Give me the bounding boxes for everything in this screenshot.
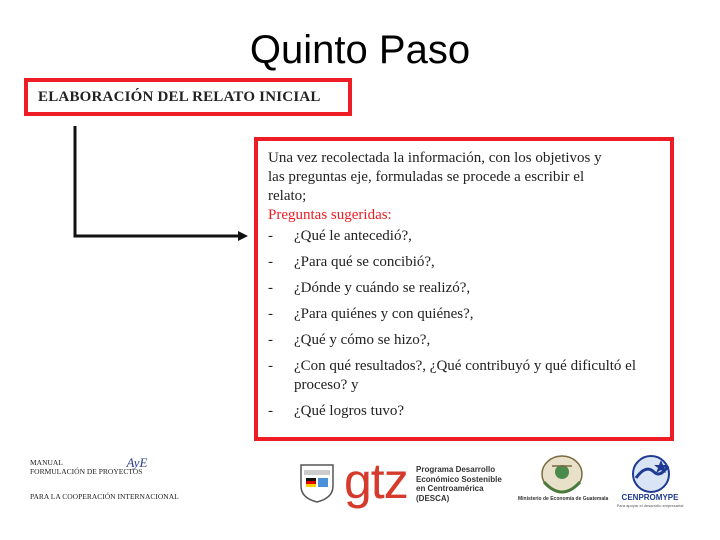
desca-line: en Centroamérica xyxy=(416,484,484,493)
desca-line: Económico Sostenible xyxy=(416,474,502,484)
question-text: ¿Para qué se concibió?, xyxy=(294,254,435,270)
shield-logo xyxy=(298,462,336,504)
manual-line: FORMULACIÓN DE PROYECTOS xyxy=(30,467,143,476)
suggested-questions-title: Preguntas sugeridas: xyxy=(268,207,392,223)
question-text: ¿Para quiénes y con quiénes?, xyxy=(294,306,474,322)
intro-line: relato; xyxy=(268,188,307,204)
question-text: ¿Qué y cómo se hizo?, xyxy=(294,332,431,348)
question-item xyxy=(268,331,660,350)
question-item xyxy=(268,357,660,395)
question-item xyxy=(268,253,660,272)
gtz-logo: gtz xyxy=(344,453,408,509)
intro-line: las preguntas eje, formuladas se procede a escribir el xyxy=(268,169,585,185)
bullet-dash: - xyxy=(268,280,273,296)
question-item xyxy=(268,305,660,324)
bullet-dash: - xyxy=(268,332,273,348)
manual-line: PARA LA COOPERACIÓN INTERNACIONAL xyxy=(30,492,179,501)
question-item xyxy=(268,402,660,421)
slide-title: Quinto Paso xyxy=(249,28,471,72)
desca-program-label xyxy=(416,465,516,503)
heading-text: ELABORACIÓN DEL RELATO INICIAL xyxy=(38,88,321,105)
bullet-dash: - xyxy=(268,228,273,244)
question-item xyxy=(268,227,660,246)
bullet-dash: - xyxy=(268,358,273,374)
question-text: ¿Con qué resultados?, ¿Qué contribuyó y qué dificultó el proceso? y xyxy=(294,358,636,393)
heading-box xyxy=(24,78,352,116)
question-list xyxy=(268,227,660,421)
content-box xyxy=(254,137,674,441)
manual-footer xyxy=(30,455,220,508)
cenpromype-name: CENPROMYPE xyxy=(621,493,679,502)
question-text: ¿Dónde y cuándo se realizó?, xyxy=(294,280,471,296)
question-item xyxy=(268,279,660,298)
connector-arrow xyxy=(60,118,260,250)
bullet-dash: - xyxy=(268,403,273,419)
intro-paragraph xyxy=(268,149,660,206)
bullet-dash: - xyxy=(268,254,273,270)
manual-logo: AyE xyxy=(126,455,148,470)
question-text: ¿Qué le antecedió?, xyxy=(294,228,412,244)
ministerio-caption: Ministerio de Economía de Guatemala xyxy=(518,496,609,502)
intro-line: Una vez recolectada la información, con los objetivos y xyxy=(268,150,602,166)
cenpromype-tagline: Para apoyar el desarrollo empresarial xyxy=(616,503,684,508)
question-text: ¿Qué logros tuvo? xyxy=(294,403,404,419)
desca-line: (DESCA) xyxy=(416,493,450,503)
manual-line: MANUAL xyxy=(30,458,63,467)
bullet-dash: - xyxy=(268,306,273,322)
desca-line: Programa Desarrollo xyxy=(416,465,496,474)
